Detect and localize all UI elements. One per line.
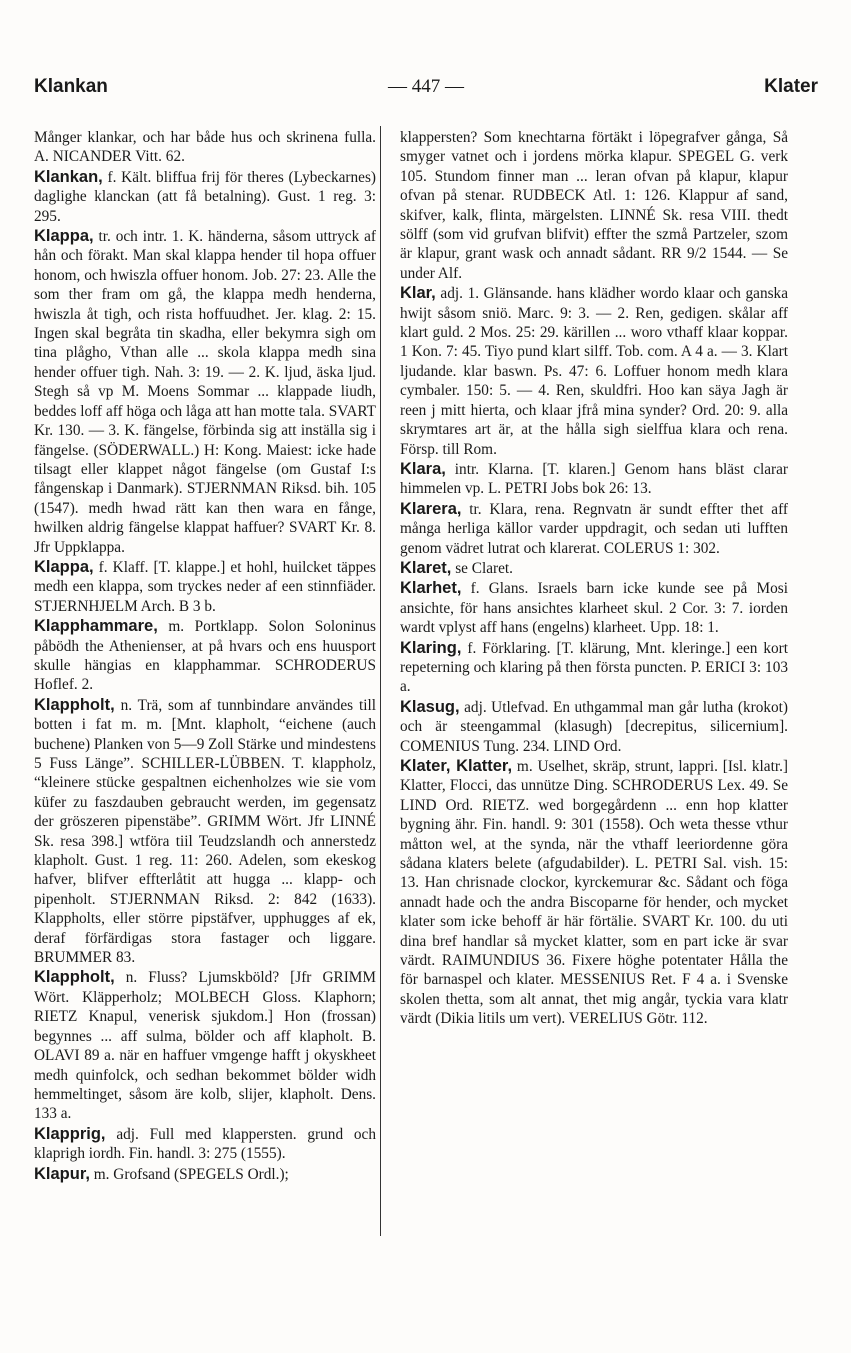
dictionary-entry [34,968,376,1123]
entry-body: m. Portklapp. Solon Soloninus påbödh the Athenienser, at på hvars och ens huusport skulle hängias en klapphammar. SCHRODERUS Hoflef. 2. [34,618,376,694]
dictionary-entry [34,1165,376,1184]
entry-body: Månger klankar, och har både hus och skrinena fulla. A. NICANDER Vitt. 62. [34,129,376,166]
dictionary-entry [400,698,788,756]
entry-body: n. Trä, som af tunnbindare användes till botten i fat m. m. [Mnt. klapholt, “eichene (auch buchene) Planken von 5—9 Zoll Stärke und mindestens 5 Fuss Länge”. SCHILLER-LÜBBEN. T. klappholz, “kleinere stücke gespaltnen eichenholzes wie sie vom küfer zu faszdauben gebraucht werden, im gegensatz der gröszeren pipenstäbe”. GRIMM Wört. Jfr LINNÉ Sk. resa 398.] wtföra tiil Teudzslandh och annerstedz klapholt. Gust. 1 reg. 11: 260. Adelen, som ekeskog hafver, blifver effterlåtit att hugga ... klapp- och pipenholt. STJERNMAN Riksd. 2: 842 (1633). Klappholts, eller större pipstäfver, upphugges af ek, deraf förfärdigas stora fastager och liggare. BRUMMER 83. [34,696,376,967]
entry-body: intr. Klarna. [T. klaren.] Genom hans bläst clarar himmelen vp. L. PETRI Jobs bok 26: 13. [400,460,788,498]
page-number: — 447 — [388,76,464,97]
left-column [34,128,376,1240]
entry-headword: Klapphammare, [34,617,158,636]
entry-headword: Klarera, [400,499,462,518]
entry-body: tr. och intr. 1. K. händerna, såsom uttryck af hån och förakt. Man skal klappa hender til hopa offuer honom, och hwiszla offuer honom. Job. 27: 23. Alle the som ther fram om gå, the klappa medh henderna, hwiszla åt tigh, och rista hoffuudhet. Jer. klag. 2: 15. Ingen skal begråta tin skadha, eller bekymra sigh om tina plågho, Vthan alle ... skola klappa medh sina hender offuer tigh. Nah. 3: 19. — 2. K. ljud, äska ljud. Stegh så vp M. Moens Sommar ... klappade liudh, beddes loff aff höga och låga att han motte tala. SVART Kr. 130. — 3. K. fängelse, förbinda sig att inställa sig i fängelse. (SÖDERWALL.) H: Kong. Maiest: icke hade tilsagt eller klappet något fängelse (om Gustaf I:s fångenskap i Danmark). STJERNMAN Riksd. bih. 105 (1547). medh hwad rätt kan then wara en fånge, hwilken aldrig fängelse klappat haffuer? SVART Kr. 8. Jfr Uppklappa. [34,228,376,556]
dictionary-entry [34,617,376,695]
dictionary-entry [34,168,376,226]
entry-headword: Klara, [400,459,446,478]
entry-body: f. Klaff. [T. klappe.] et hohl, huilcket täppes medh een klappa, som tryckes neder af een stinnfiäder. STJERNHJELM Arch. B 3 b. [34,558,376,615]
entry-headword: Klappa, [34,227,94,246]
header-right-catchword: Klater [764,76,818,97]
entry-body: m. Uselhet, skräp, strunt, lappri. [Isl. klatr.] Klatter, Flocci, das unnütze Ding. SCHRODERUS Lex. 49. Se LIND Ord. RIETZ. wed borgegårdenn ... enn hop klatter bygning ähr. Fin. handl. 9: 301 (1558). Och weta thesse vthur måtton wel, at the synda, när the vthaff leeriordenne göra sådana klaters belete (afgudabilder). L. PETRI Sal. vish. 15: 13. Han chrisnade clockor, kyrckemurar &c. Sådant och föga annadt hade och the andra Biscoparne för hender, och mycket klater som icke behoff är här förtälie. SVART Kr. 100. du uti dina bref handlar så mycket klatter, som en part icke är svar värdt. RAIMUNDIUS 36. Fixere höghe potentater Hålla the för barnaspel och klater. MESSENIUS Ret. F 4 a. i Svenske skolen thetta, som alt annat, thet mig angår, tyckia vara klatr värdt (Dikia litils um vert). VERELIUS Götr. 112. [400,758,788,1028]
entry-headword: Klappa, [34,557,94,576]
entry-headword: Klankan, [34,167,103,186]
column-divider [380,126,381,1236]
entry-body: n. Fluss? Ljumskböld? [Jfr GRIMM Wört. Kläpperholz; MOLBECH Gloss. Klaphorn; RIETZ Knapul, venerisk sjukdom.] Hon (frossan) begynnes ... aff sulma, bölder och aff klapholt. B. OLAVI 89 a. när en haffuer vmgenge hafft j okyskheet medh quinfolck, och sedhan bekommet bölder widh hemmeltinget, såsom äre kolb, slijer, klapholt. Dens. 133 a. [34,969,376,1123]
entry-headword: Klar, [400,284,436,303]
entry-body: se Claret. [455,559,513,577]
dictionary-entry [34,696,376,968]
page-header [34,76,818,102]
dictionary-entry [400,639,788,697]
entry-headword: Klaret, [400,558,452,577]
entry-headword: Klapur, [34,1164,90,1183]
dictionary-entry [34,227,376,557]
dictionary-entry [34,128,376,167]
header-left-catchword: Klankan [34,76,108,97]
entry-headword: Klater, Klatter, [400,757,513,775]
entry-headword: Klasug, [400,697,460,716]
entry-headword: Klarhet, [400,579,462,598]
dictionary-entry [34,1125,376,1164]
entry-body: f. Kält. bliffua frij för theres (Lybeckarnes) daglighe klanckan (att få betalning). Gust. 1 reg. 3: 295. [34,168,376,225]
entry-body: f. Förklaring. [T. klärung, Mnt. kleringe.] een kort repeterning och klaring på then första puncten. P. ERICI 3: 103 a. [400,639,788,696]
entry-headword: Klappholt, [34,695,115,714]
dictionary-entry [400,500,788,558]
entry-body: adj. Utlefvad. En uthgammal man går lutha (krokot) och är steengammal (klasugh) [decrepitus, silicernium]. COMENIUS Tung. 234. LIND Ord. [400,698,788,755]
dictionary-entry [34,558,376,616]
dictionary-entry [400,579,788,637]
entry-body: klappersten? Som knechtarna förtäkt i löpegrafver gånga, Så smyger vatnet och i jordens mörka klapur. SPEGEL G. verk 105. Stundom finner man ... leran ofvan på klapur, klapur ofvan på stenar. RUDBECK Atl. 1: 126. Klappur af sand, skifver, kalk, flinta, märgelsten. LINNÉ Sk. resa VIII. thedt sölff (som vid grufvan blifvit) effter the szmå Partzeler, szom är klapur, grant wask och annadt sådant. RR 9/2 1544. — Se under Alf. [400,129,788,282]
entry-headword: Klapprig, [34,1124,106,1143]
entry-body: adj. Full med klappersten. grund och klaprigh iordh. Fin. handl. 3: 275 (1555). [34,1125,376,1163]
entry-body: f. Glans. Israels barn icke kunde see på Mosi ansichte, för hans ansichtes klarheet skul. 2 Cor. 3: 7. iorden wardt vplyst aff hans (engelns) klarheet. Upp. 18: 1. [400,580,788,637]
entry-body: tr. Klara, rena. Regnvatn är sundt effter thet aff många herliga källor varder uppdragit, och sedan uti lufften genom vädret lutrat och klarerat. COLERUS 1: 302. [400,500,788,557]
dictionary-entry [400,460,788,499]
right-column [400,128,788,1240]
entry-headword: Klaring, [400,638,462,657]
dictionary-entry [400,559,788,578]
entry-body: adj. 1. Glänsande. hans klädher wordo klaar och ganska hwijt såsom sniö. Marc. 9: 3. — 2. Ren, gedigen. skålar aff klart guld. 2 Mos. 25: 29. kärillen ... woro vthaff klaar koppar. 1 Kon. 7: 45. Tiyo pund klart silff. Tob. com. A 4 a. — 3. Klart ljudande. klar baswn. Ps. 47: 6. Loffuer honom medh klara cymbaler. 150: 5. — 4. Ren, skuldfri. Hoo kan säya Jagh är reen j mitt hierta, och klaar jfrå mina synder? Ord. 20: 9. alla skrymtares art är, at the hålla sigh sielffua klara och rena. Försp. till Rom. [400,285,788,458]
dictionary-entry [400,284,788,459]
dictionary-entry [400,757,788,1029]
entry-body: m. Grofsand (SPEGELS Ordl.); [93,1165,289,1183]
dictionary-entry [400,128,788,283]
entry-headword: Klappholt, [34,968,115,987]
